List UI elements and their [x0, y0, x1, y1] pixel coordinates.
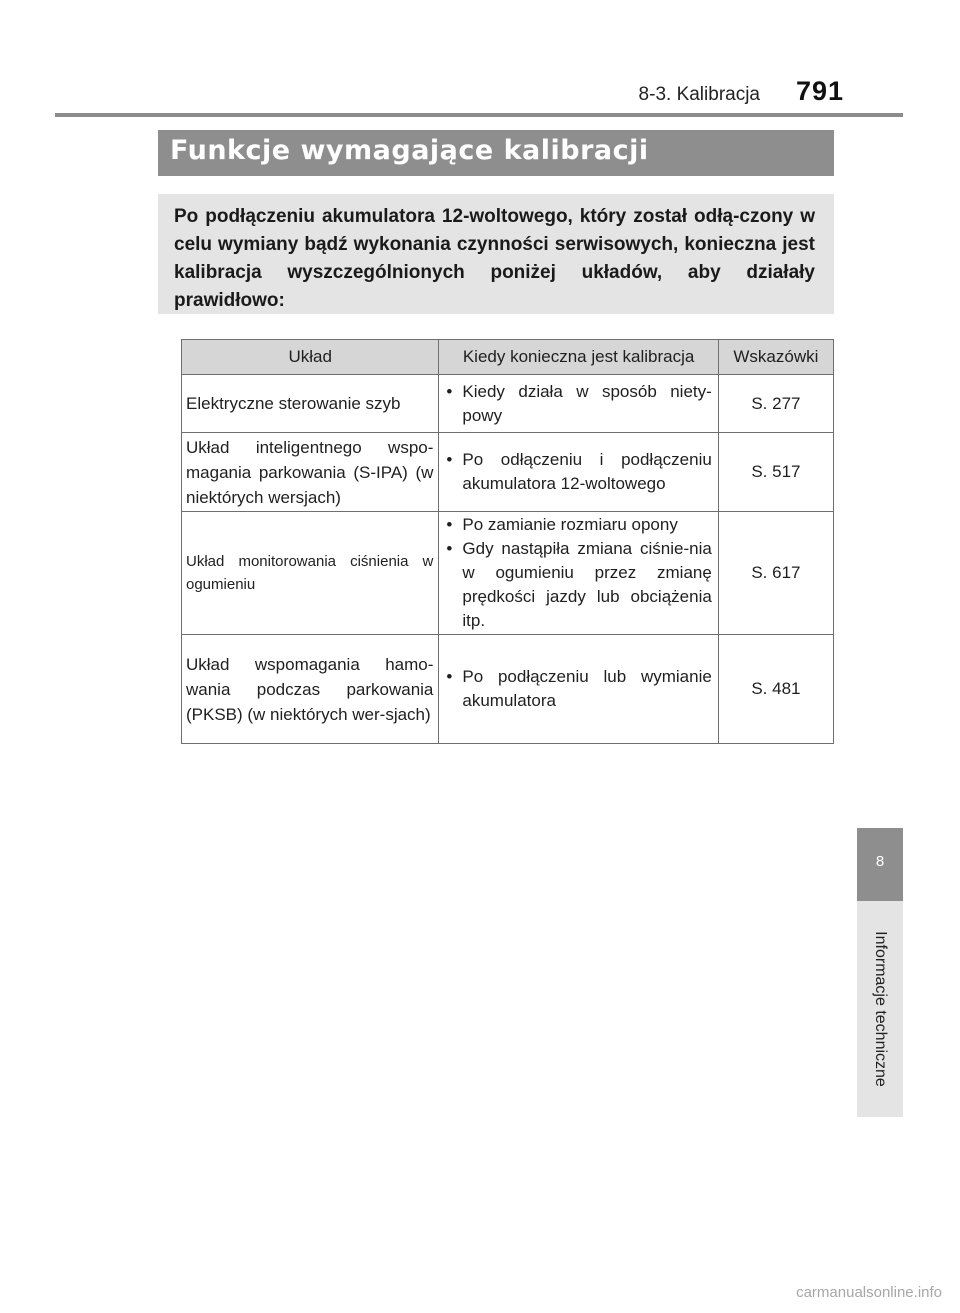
chapter-number-tab [857, 828, 903, 901]
page-number: 791 [795, 76, 844, 106]
watermark: carmanualsonline.info [796, 1284, 942, 1301]
intro-text: Po podłączeniu akumulatora 12-woltowego, który został odłą-czony w celu wymiany bądź wykonania czynności serwisowych, konieczna jest kalibracja wyszczególnionych poniżej układów, aby działały prawidłowo: [174, 206, 815, 311]
header-rule [55, 113, 903, 117]
header-cell-reference: Wskazówki [718, 340, 833, 375]
table-row [182, 433, 834, 512]
bullet-item [445, 380, 711, 428]
system-cell: Układ inteligentnego wspo-magania parkowania (S-IPA) (w niektórych wersjach) [182, 433, 439, 512]
bullet-item [445, 513, 711, 537]
bullet-marker: • [446, 381, 453, 401]
chapter-title-tab [857, 901, 903, 1117]
reference-cell: S. 481 [718, 635, 833, 744]
reference-cell: S. 617 [718, 512, 833, 635]
header-cell-when: Kiedy konieczna jest kalibracja [439, 340, 718, 375]
bullet-text: Po podłączeniu lub wymianie akumulatora [462, 667, 712, 710]
bullet-text: Kiedy działa w sposób niety-powy [462, 381, 712, 425]
bullet-text: Po zamianie rozmiaru opony [462, 515, 678, 534]
bullet-text: Po odłączeniu i podłączeniu akumulatora 12-woltowego [462, 450, 712, 493]
table-row [182, 375, 834, 433]
system-cell: Układ monitorowania ciśnienia w ogumieniu [182, 512, 439, 635]
reference-cell: S. 277 [718, 375, 833, 433]
table-row [182, 635, 834, 744]
bullet-marker: • [446, 450, 453, 469]
bullet-item [445, 448, 711, 496]
chapter-number: 8 [875, 853, 885, 870]
chapter-title: Informacje techniczne [872, 931, 889, 1087]
intro-box [158, 194, 834, 314]
bullet-text: Gdy nastąpiła zmiana ciśnie-nia w ogumieniu przez zmianę prędkości jazdy lub obciążenia itp. [462, 539, 712, 630]
when-cell [439, 433, 718, 512]
when-cell [439, 375, 718, 433]
bullet-item [445, 665, 711, 713]
system-cell: Układ wspomagania hamo-wania podczas parkowania (PKSB) (w niektórych wer-sjach) [182, 635, 439, 744]
title-banner [158, 130, 834, 176]
header-cell-system: Układ [182, 340, 439, 375]
reference-cell: S. 517 [718, 433, 833, 512]
when-cell [439, 635, 718, 744]
page-title: Funkcje wymagające kalibracji [170, 135, 649, 166]
bullet-marker: • [446, 539, 453, 558]
system-cell: Elektryczne sterowanie szyb [182, 375, 439, 433]
table-row [182, 512, 834, 635]
table-header-row [182, 340, 834, 375]
when-cell [439, 512, 718, 635]
section-label: 8-3. Kalibracja [638, 84, 760, 105]
bullet-marker: • [446, 667, 453, 686]
calibration-table [181, 339, 834, 744]
bullet-item [445, 537, 711, 633]
bullet-marker: • [446, 515, 453, 534]
